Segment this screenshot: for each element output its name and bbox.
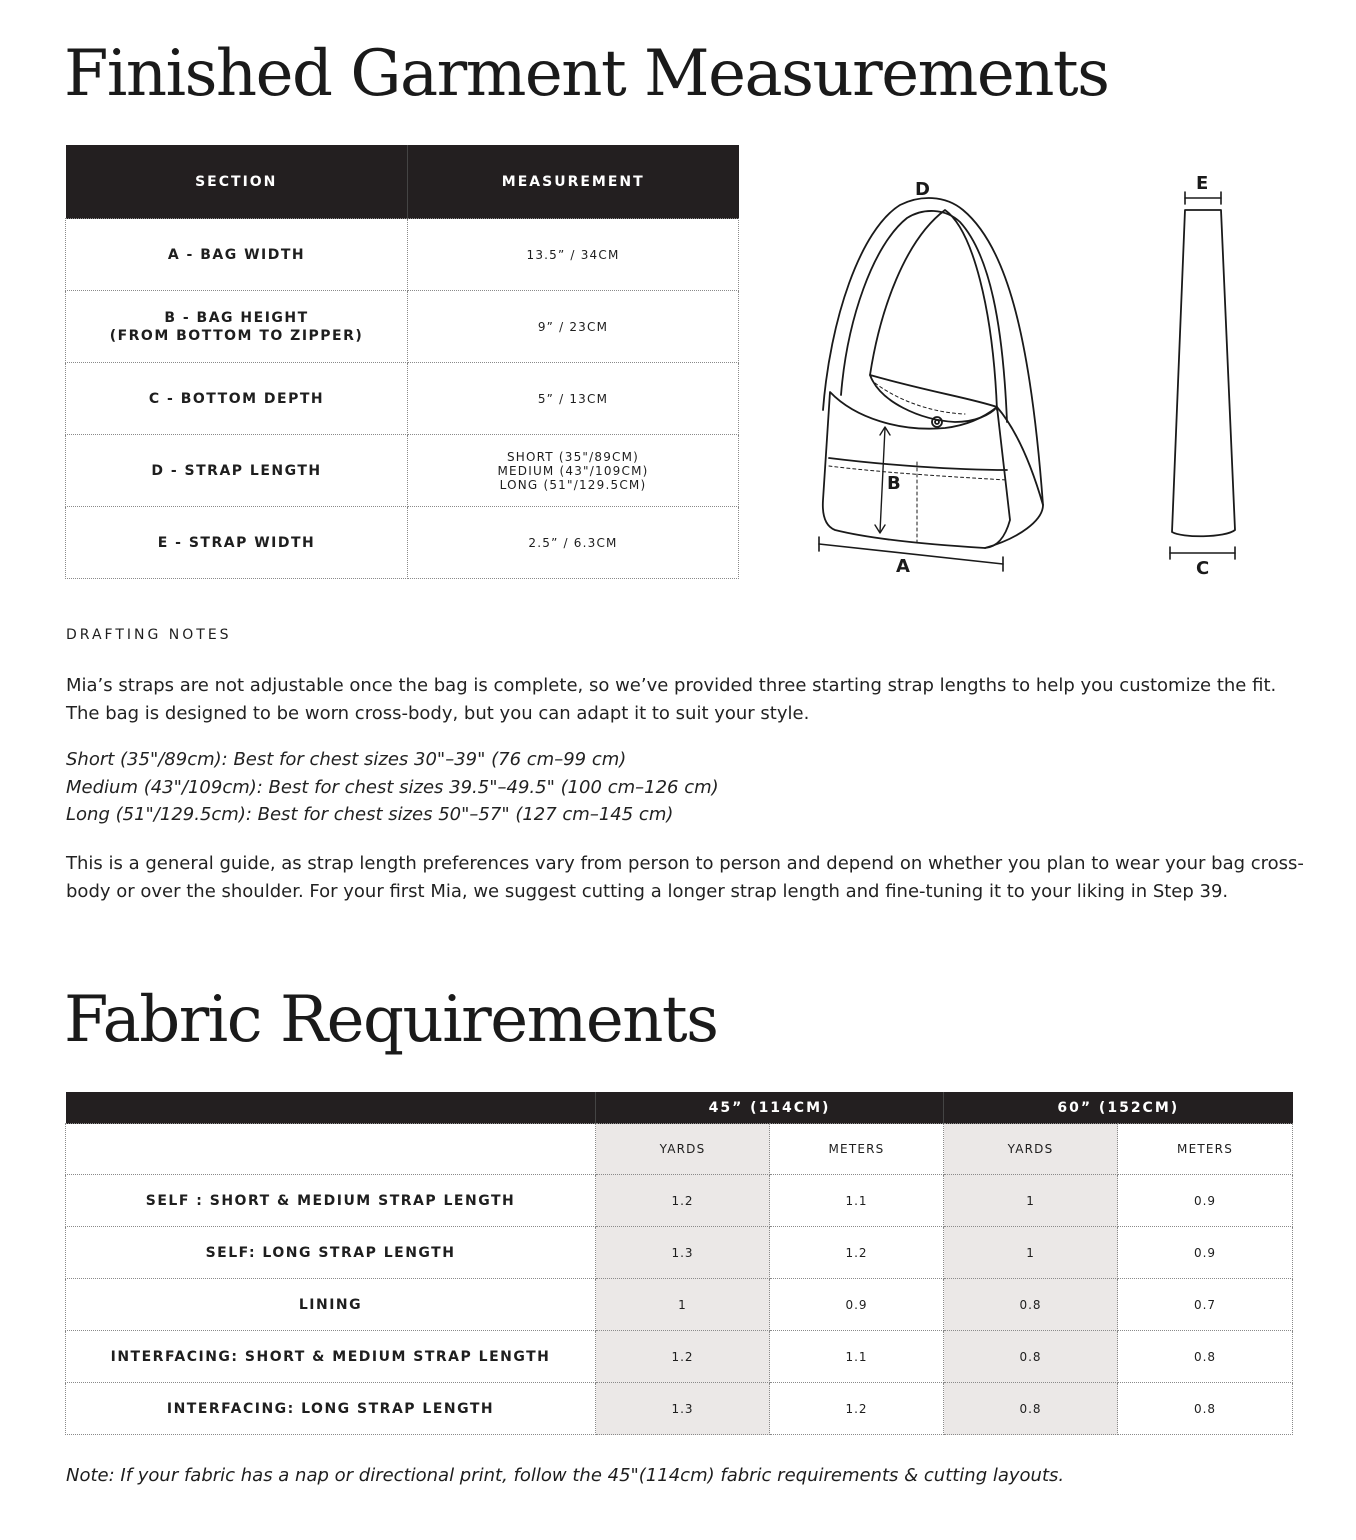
subheader-meters: METERS (770, 1124, 944, 1175)
value-cell: 1.3 (596, 1227, 770, 1279)
value-cell: 1.1 (770, 1175, 944, 1227)
table-row (66, 219, 739, 291)
bag-flap (870, 375, 997, 422)
value-cell: 1 (944, 1227, 1118, 1279)
label-e: E (1196, 173, 1209, 194)
value-cell: 1 (944, 1175, 1118, 1227)
column-header-measurement: MEASUREMENT (408, 145, 739, 219)
size-guide-short: Short (35"/89cm): Best for chest sizes 30"–39" (76 cm–99 cm) (66, 749, 627, 770)
table-row (66, 363, 739, 435)
label-b: B (887, 473, 901, 494)
value-cell: 0.9 (1118, 1227, 1293, 1279)
table-row (66, 1227, 1293, 1279)
measurements-table (65, 145, 739, 579)
value-cell: 0.8 (1118, 1383, 1293, 1435)
strap-size-guide (66, 746, 719, 829)
height-arrow (880, 428, 885, 532)
row-label: INTERFACING: SHORT & MEDIUM STRAP LENGTH (66, 1331, 596, 1383)
table-header-row (66, 1092, 1293, 1124)
value-cell: 1.2 (770, 1383, 944, 1435)
size-guide-long: Long (51"/129.5cm): Best for chest sizes 50"–57" (127 cm–145 cm) (66, 804, 674, 825)
section-cell: E - STRAP WIDTH (66, 507, 408, 579)
row-label: SELF: LONG STRAP LENGTH (66, 1227, 596, 1279)
subheader-yards: YARDS (596, 1124, 770, 1175)
column-header-section: SECTION (66, 145, 408, 219)
section-cell: C - BOTTOM DEPTH (66, 363, 408, 435)
header-60-width: 60” (152CM) (944, 1092, 1293, 1124)
value-cell: 0.8 (1118, 1331, 1293, 1383)
drafting-notes-heading: DRAFTING NOTES (66, 627, 232, 643)
value-cell: 1 (596, 1279, 770, 1331)
measurement-cell: 13.5” / 34CM (408, 219, 739, 291)
table-subheader-row (66, 1124, 1293, 1175)
label-c: C (1196, 558, 1210, 579)
row-label: INTERFACING: LONG STRAP LENGTH (66, 1383, 596, 1435)
table-row (66, 1331, 1293, 1383)
row-label: LINING (66, 1279, 596, 1331)
value-cell: 1.3 (596, 1383, 770, 1435)
section-cell: B - BAG HEIGHT (FROM BOTTOM TO ZIPPER) (66, 291, 408, 363)
fabric-note: Note: If your fabric has a nap or directional print, follow the 45"(114cm) fabric requirements & cutting layouts. (66, 1465, 1065, 1486)
value-cell: 0.8 (944, 1331, 1118, 1383)
value-cell: 1.2 (770, 1227, 944, 1279)
table-row (66, 507, 739, 579)
drafting-notes-paragraph: Mia’s straps are not adjustable once the bag is complete, so we’ve provided three starting strap lengths to help you customize the fit. The bag is designed to be worn cross-body, but you can adapt it to suit your style. (66, 675, 1277, 724)
drafting-notes-guide-paragraph: This is a general guide, as strap length preferences vary from person to person and depend on whether you plan to wear your bag cross-body or over the shoulder. For your first Mia, we suggest cutting a longer strap length and fine-tuning it to your liking in Step 39. (66, 853, 1304, 902)
table-header-row (66, 145, 739, 219)
header-45-width: 45” (114CM) (596, 1092, 944, 1124)
section-cell: D - STRAP LENGTH (66, 435, 408, 507)
value-cell: 1.2 (596, 1175, 770, 1227)
value-cell: 1.1 (770, 1331, 944, 1383)
measurement-cell: 9” / 23CM (408, 291, 739, 363)
strap-outer-line (823, 198, 1043, 505)
value-cell: 0.8 (944, 1279, 1118, 1331)
fabric-requirements-table (65, 1092, 1293, 1435)
table-row (66, 435, 739, 507)
value-cell: 0.7 (1118, 1279, 1293, 1331)
table-row (66, 291, 739, 363)
value-cell: 1.2 (596, 1331, 770, 1383)
value-cell: 0.9 (770, 1279, 944, 1331)
fabric-title: Fabric Requirements (64, 983, 718, 1057)
button-center (935, 420, 939, 424)
value-cell: 0.8 (944, 1383, 1118, 1435)
table-row (66, 1279, 1293, 1331)
subheader-meters: METERS (1118, 1124, 1293, 1175)
bag-diagram (805, 170, 1055, 585)
measurement-cell: SHORT (35"/89CM) MEDIUM (43"/109CM) LONG (51"/129.5CM) (408, 435, 739, 507)
subheader-yards: YARDS (944, 1124, 1118, 1175)
label-d: D (915, 179, 930, 200)
row-label: SELF : SHORT & MEDIUM STRAP LENGTH (66, 1175, 596, 1227)
table-row (66, 1175, 1293, 1227)
bag-side-panel (985, 407, 1043, 548)
subheader-blank (66, 1124, 596, 1175)
section-cell: A - BAG WIDTH (66, 219, 408, 291)
button-icon (932, 417, 942, 427)
strap-diagram (1160, 170, 1250, 585)
strap-inner-line (841, 211, 1007, 422)
strap-pattern-piece (1172, 210, 1235, 536)
table-row (66, 1383, 1293, 1435)
label-a: A (896, 556, 910, 577)
header-blank (66, 1092, 596, 1124)
value-cell: 0.9 (1118, 1175, 1293, 1227)
measurement-cell: 2.5” / 6.3CM (408, 507, 739, 579)
pocket-top-line (829, 458, 1007, 470)
page-title: Finished Garment Measurements (64, 37, 1109, 111)
measurement-cell: 5” / 13CM (408, 363, 739, 435)
size-guide-medium: Medium (43"/109cm): Best for chest sizes 39.5"–49.5" (100 cm–126 cm) (66, 776, 719, 798)
pocket-stitch-line (829, 466, 1007, 480)
